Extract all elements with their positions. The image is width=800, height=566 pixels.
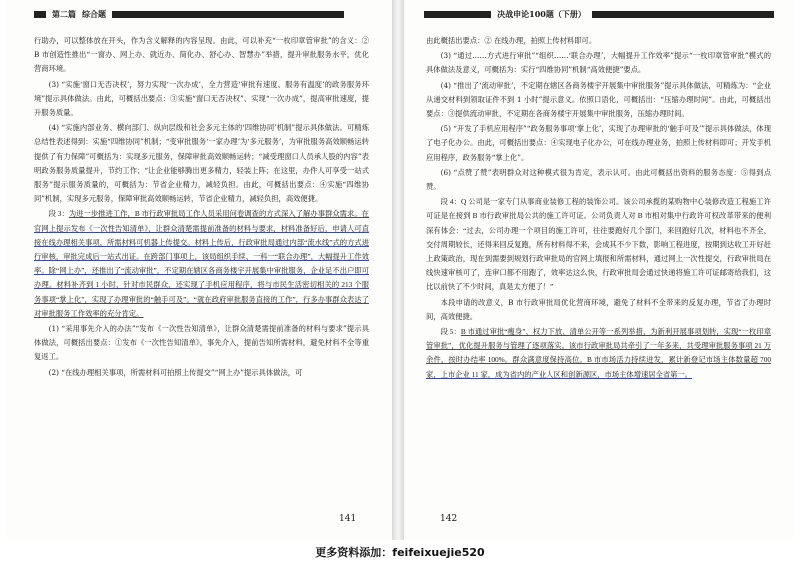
left-page-body [34, 34, 369, 381]
paragraph: 行助办，可以整体放在开头，作为含义解释的内容呈现。由此，可以补充“一枚印章管审批”的含义：② B 市创造性推出“一窗办、网上办、就近办、简化办、舒心办、智慧办”举措，提升审批服务水平，优化营商环境。 [34, 36, 369, 74]
paragraph: (4) “实施内部业务、横向部门、纵向层级和社会多元主体的‘四维协同’机制”提示具体做法。可精炼总结性表述得到：实施“四维协同”机制；“变审批服务‘一家办理’为‘多元服务’，为审批服务高效顺畅运转提供了有力保障”可概括为：实现多元服务，保障审批高效顺畅运转；“减受理窗口人员承人股的内容”表明政务服务质量提升，节约工作；“让企业能够腾出更多精力，轻装上阵；在这里，办件人可享受一站式服务”提示服务质量的，可概括为：节省企业精力，减轻负担。由此，可概括出要点：④实施“四维协同”机制，实现多元服务，保障审批高效顺畅运转，节省企业精力，减轻负担，高效便捷。 [34, 123, 369, 204]
header-section: 第二篇 [52, 8, 76, 19]
left-page [6, 0, 392, 540]
paragraph: 本段申请的改意义，B 市行政审批局优化营商环境，避免了材料不全带来的反复办理，节省了办理时间，高效便捷。 [426, 297, 771, 321]
case-text: 为进一步推进工作，B 市行政审批局工作人员采用问卷调查的方式深入了解办事群众需求。在官网上提示发布《一次性告知清单》，让群众清楚需提前准备的材料与要求，材料准备好后，申请人可直接在线办理相关事项，所需材料可机器上传提交。材料上传后，行政审批局通过内部“流水线”式的方式进行审核，审批完成后一站式出证。在跨部门事项上，该局组织手续、一科一“联合办理”，大幅提升工作效率。除“网上办”，还推出了“流动审批”，不定期在辖区各商务楼宇开展集中审批服务，企业足不出户即可办理。材料补齐到 1 小时，针对市民群众，还实现了手机应用程序，将与市民生活密切相关的 213 个服务事项“掌上化”，实现了办理审批的“触手可及”。“就在政府审批服务直接的工作”，行多办事群众表达了对审批服务工作效率的充分肯定。 [34, 209, 369, 318]
case-paragraph-5 [426, 325, 771, 382]
case-label: 段 5： [440, 327, 461, 337]
left-page-header [34, 6, 379, 22]
case-text: B 市通过审批“瘦身”、权力下放、清单公开等一系列举措，为新利开展事项划转，实现“一枚印章管审批”，优化提升服务与管理了逐项落实。该市行政审批局共牵引了一年多来，共受理审批服务事项 21 万余件，按时办结率 100%。群众满意度保持高位。B 市市场活力持续迸发，累计新登记市场主体数量超 700 家，上市企业 11 家，成为省内的产业人区和创新源区，市场主体增速居全省第一。 [426, 327, 771, 379]
paragraph: (4) “推出了‘流动审批’，不定期在辖区各商务楼宇开展集中审批服务”提示具体做法，可精炼为：“企业从递交材料到领取证件不到 1 小时”提示意义。依照口语化，可概括出：“压缩办理时间”。由此，可概括出要点：③提供流动审批，不定期在各商务楼宇开展集中审批服务，压缩办理时间。 [426, 80, 771, 119]
paragraph: 由此概括出要点：② 在线办理，拍照上传材料即可。 [426, 36, 597, 45]
right-page-body [426, 34, 771, 383]
footer-watermark-text: 更多资料添加：feifeixuejie520 [315, 546, 485, 559]
header-bar [424, 11, 491, 18]
paragraph: (3) “通过……方式进行审批”“组织……‘联合办理’，大幅提升工作效率”提示“一枚印章管审批”模式的具体做法及意义，可概括为：实行“四维协同”机制“高效便捷”要点。 [426, 51, 771, 75]
paragraph: (3) “实施‘窗口无否决权’，努力实现‘一次办成’，全力营造‘审批有速度、服务有温度’的政务服务环境”提示具体做法。由此，可概括出要点：③实施“窗口无否决权”、实现“一次办成”，提高审批速度，提升服务质量。 [34, 79, 369, 118]
paragraph: (6) “点赞了赞”表明群众对这种模式很为肯定，表示认可。由此可概括出资料的服务态度：⑤得到点赞。 [426, 167, 771, 192]
page-number: 141 [339, 514, 357, 524]
right-page [404, 0, 794, 540]
header-title: 综合题 [82, 8, 106, 19]
paragraph: (2) “在线办理相关事项，所需材料可拍照上传提交”“网上办”提示具体做法，可 [48, 367, 303, 377]
case-label: 段 4： [440, 197, 462, 207]
case-text: Q 公司是一家专门从事商业装修工程的装饰公司。该公司承揽的某购物中心装修改造工程施工许可证是在接到 B 市行政审批局公共的施工许可证。公司负责人对 B 市相对集中行政许可权改革带来的便利深有体会：“过去，公司办理一个项目的施工许可，往往要跑好几个部门，来回跑好几次，材料也不齐全，交付周期较长，还得来回反复跑，所有材料得不来，会成其不少下数，影响工程进度，按期到达收工开好赶上政策政治，现在到需要到规划行政审批局的官网上填报和所需材料，通过网上一次性提交，行政审批局在线快速审核可了，连审口都不用跑了，效率达这么快，行政审批局会通过快递将施工许可证邮寄给我们，这比以前快了不少时间，真是太方便了！” [426, 197, 771, 292]
case-paragraph-3 [34, 207, 369, 321]
book-gutter [392, 0, 404, 540]
header-bar [34, 11, 46, 18]
header-title: 决战申论100题（下册） [497, 8, 586, 19]
right-page-header [424, 6, 774, 22]
header-bar [592, 11, 774, 18]
paragraph: (1) “采用事先介入的办法”“发布《一次性告知清单》，让群众清楚需提前准备的材料与要求”提示具体做法，可概括出要点：①发布《一次性告知清单》，事先介入，提前告知所需材料，避免材料不全等重复返工。 [34, 324, 369, 362]
case-label: 段 3： [48, 209, 69, 219]
paragraph: (5) “开发了手机应用程序”“政务服务事项‘掌上化’，实现了办理审批的‘触手可及’”提示具体做法，体现了电子化办公。由此，可概括出要点：④实现电子化办公，可在线办理业务，拍照上传材料即可；开发手机应用程序，政务服务“掌上化”。 [426, 124, 771, 162]
case-paragraph-4 [426, 195, 771, 294]
header-bar [112, 11, 344, 18]
page-number: 142 [440, 514, 458, 524]
